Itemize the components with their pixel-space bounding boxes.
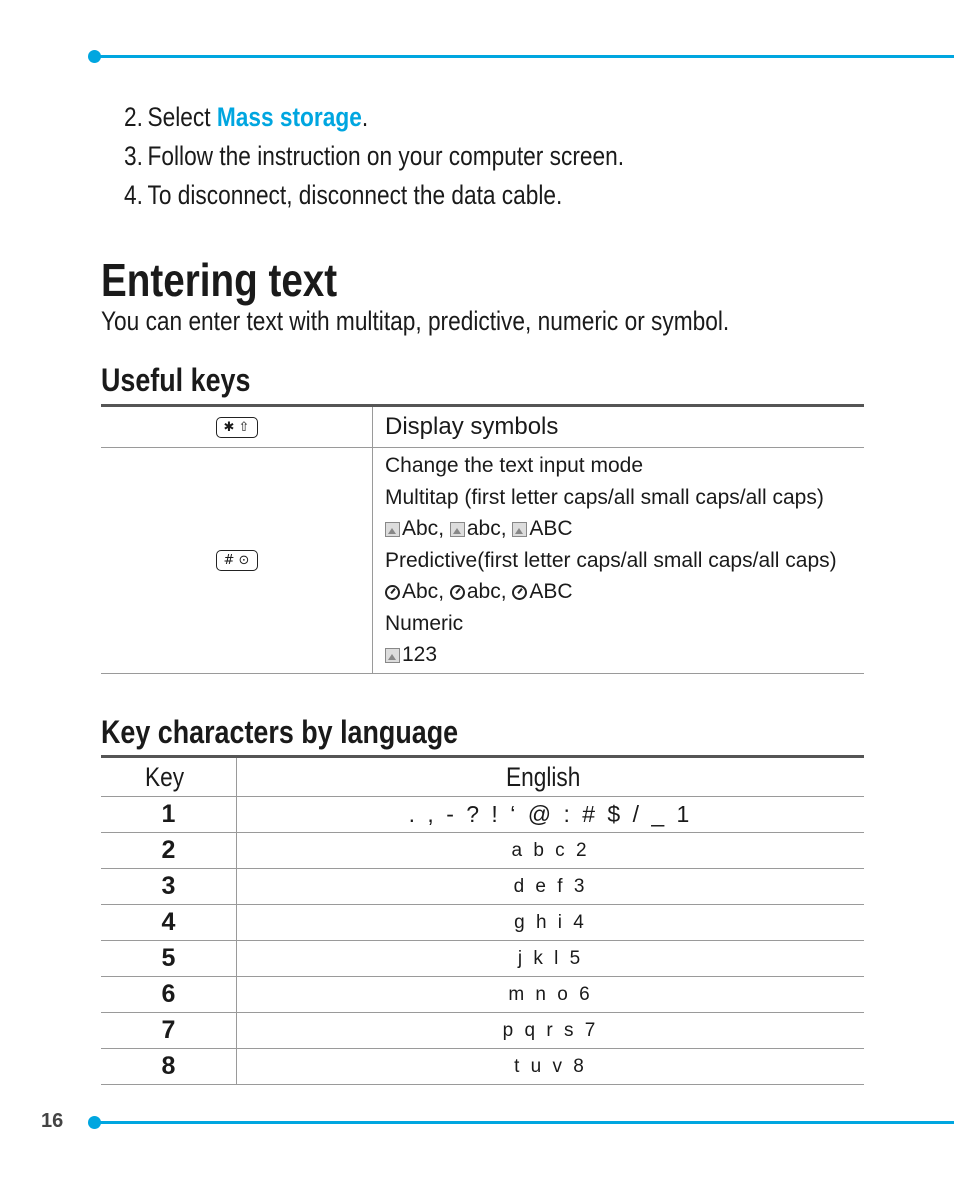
key-number: 6: [101, 977, 237, 1013]
key-cell: [101, 406, 373, 448]
table-header-row: [101, 757, 864, 797]
key-number: 7: [101, 1013, 237, 1049]
key-chars: a b c 2: [237, 833, 865, 869]
key-chars: m n o 6: [237, 977, 865, 1013]
intro-text: You can enter text with multitap, predictive, numeric or symbol.: [101, 306, 730, 336]
key-characters-table: [101, 755, 864, 1085]
column-header-english: English: [237, 757, 865, 797]
step-number: 3.: [124, 141, 143, 171]
table-row: [101, 448, 864, 674]
key-chars: t u v 8: [237, 1049, 865, 1085]
key-number: 4: [101, 905, 237, 941]
step-text-end: .: [361, 102, 369, 132]
description-line: Predictive(first letter caps/all small caps/all caps): [385, 548, 837, 572]
predictive-modes: Abc, abc, ABC: [385, 576, 864, 608]
mass-storage-highlight: Mass storage: [216, 102, 362, 132]
key-number: 8: [101, 1049, 237, 1085]
key-cell: [101, 448, 373, 674]
description-cell: [373, 448, 865, 674]
table-row: [101, 869, 864, 905]
key-chars: p q r s 7: [237, 1013, 865, 1049]
numeric-icon: [385, 648, 400, 663]
step-2: [124, 98, 719, 137]
page-title: Entering text: [101, 254, 338, 306]
description-line: Numeric: [385, 611, 464, 635]
multitap-modes: Abc, abc, ABC: [385, 513, 864, 545]
table-row: [101, 1013, 864, 1049]
table-row: [101, 406, 864, 448]
star-key-icon: ✱ ⇧: [216, 417, 258, 438]
steps-list: [124, 98, 719, 215]
step-text: Follow the instruction on your computer screen.: [147, 141, 625, 171]
description-line: Multitap (first letter caps/all small caps/all caps): [385, 485, 824, 509]
key-chars: . , - ? ! ‘ @ : # $ / _ 1: [237, 797, 865, 833]
predictive-icon: [385, 585, 400, 600]
key-number: 1: [101, 797, 237, 833]
table-row: [101, 905, 864, 941]
multitap-icon: [450, 522, 465, 537]
step-4: [124, 176, 719, 215]
key-chars: j k l 5: [237, 941, 865, 977]
hash-key-icon: # ⊙: [216, 550, 258, 571]
numeric-mode: 123: [385, 639, 864, 671]
step-3: [124, 137, 719, 176]
key-number: 5: [101, 941, 237, 977]
multitap-icon: [512, 522, 527, 537]
table-row: [101, 941, 864, 977]
step-text: To disconnect, disconnect the data cable.: [147, 180, 563, 210]
description-cell: [373, 406, 865, 448]
table-row: [101, 797, 864, 833]
table-row: [101, 1049, 864, 1085]
description-line: Change the text input mode: [385, 454, 644, 478]
predictive-icon: [450, 585, 465, 600]
useful-keys-heading: Useful keys: [101, 362, 251, 398]
table-row: [101, 977, 864, 1013]
display-symbols-text: Display symbols: [385, 413, 559, 440]
step-number: 4.: [124, 180, 143, 210]
key-chars: g h i 4: [237, 905, 865, 941]
key-chars: d e f 3: [237, 869, 865, 905]
step-number: 2.: [124, 102, 143, 132]
page-number: 16: [41, 1110, 64, 1132]
key-characters-heading: Key characters by language: [101, 714, 459, 750]
table-row: [101, 833, 864, 869]
useful-keys-table: [101, 404, 864, 674]
key-number: 2: [101, 833, 237, 869]
step-text: Select: [147, 102, 217, 132]
bottom-rule: [94, 1121, 954, 1124]
key-number: 3: [101, 869, 237, 905]
column-header-key: Key: [101, 757, 237, 797]
top-rule: [94, 55, 954, 58]
multitap-icon: [385, 522, 400, 537]
predictive-icon: [512, 585, 527, 600]
